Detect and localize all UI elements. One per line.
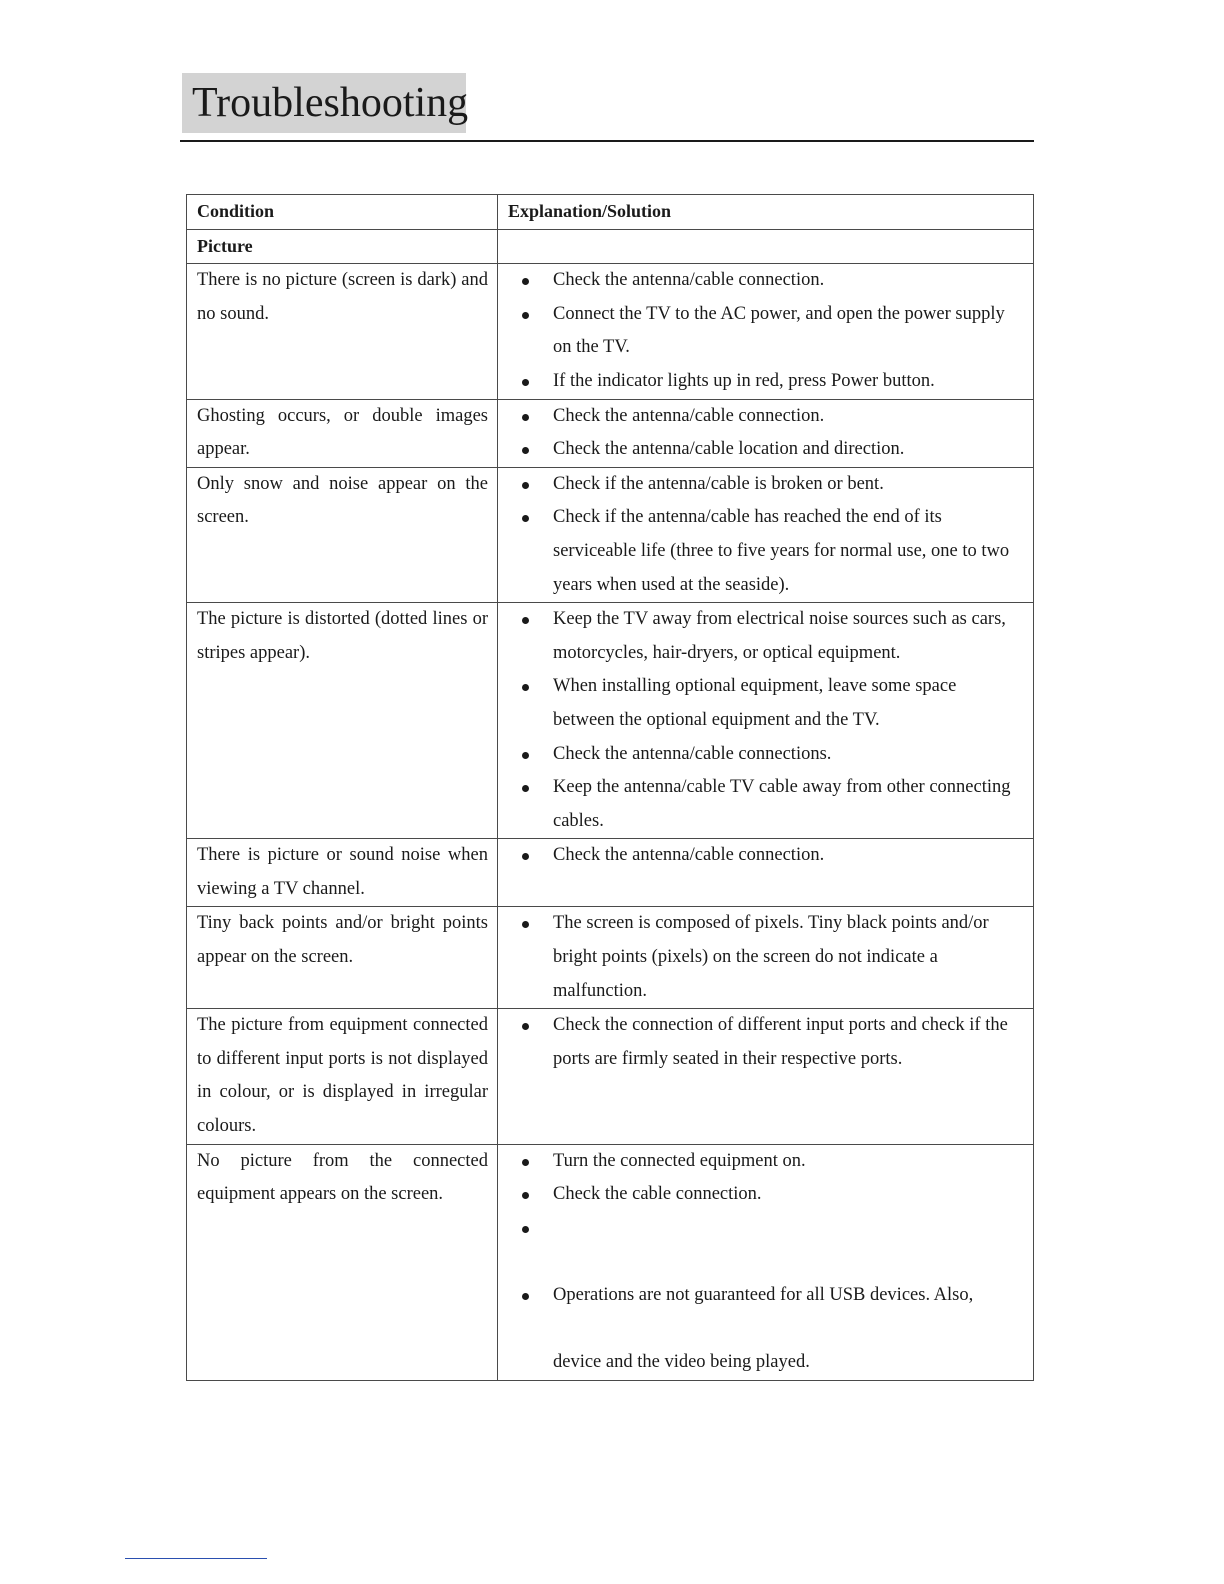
section-row: [187, 229, 1034, 264]
solution-item: Turn the connected equipment on.: [498, 1145, 1021, 1179]
solution-item-empty: [498, 1212, 1021, 1279]
solution-list: [498, 1009, 1033, 1076]
solution-item: When installing optional equipment, leave some space between the optional equipment and the TV.: [498, 670, 1021, 737]
table-row: [187, 467, 1034, 602]
table-row: [187, 264, 1034, 399]
header-solution: Explanation/Solution: [498, 195, 1034, 230]
solution-cell: [498, 907, 1034, 1009]
table-row: [187, 839, 1034, 907]
solution-list: [498, 468, 1033, 602]
solution-cell: [498, 1144, 1034, 1380]
solution-item: The screen is composed of pixels. Tiny black points and/or bright points (pixels) on the screen do not indicate a malfunction.: [498, 907, 1021, 1008]
title-divider: [180, 140, 1034, 142]
solution-cell: [498, 264, 1034, 399]
condition-cell: The picture is distorted (dotted lines or stripes appear).: [187, 603, 498, 839]
table-row: [187, 603, 1034, 839]
section-label: Picture: [187, 229, 498, 264]
solution-item: Check the connection of different input ports and check if the ports are firmly seated in their respective ports.: [498, 1009, 1021, 1076]
solution-list: [498, 264, 1033, 398]
solution-item: Operations are not guaranteed for all USB devices. Also,: [498, 1279, 1021, 1346]
footer-link-rule: [125, 1558, 267, 1559]
condition-cell: Ghosting occurs, or double images appear.: [187, 399, 498, 467]
condition-cell: Tiny back points and/or bright points appear on the screen.: [187, 907, 498, 1009]
solution-item: Connect the TV to the AC power, and open the power supply on the TV.: [498, 298, 1021, 365]
solution-item: Check the antenna/cable connections.: [498, 738, 1021, 772]
solution-cell: [498, 603, 1034, 839]
solution-list: [498, 400, 1033, 467]
solution-item: Check the cable connection.: [498, 1178, 1021, 1212]
condition-cell: There is no picture (screen is dark) and no sound.: [187, 264, 498, 399]
solution-list: [498, 1145, 1033, 1380]
solution-item: Check the antenna/cable connection.: [498, 400, 1021, 434]
condition-cell: The picture from equipment connected to different input ports is not displayed in colour, or is displayed in irregular colours.: [187, 1009, 498, 1144]
section-title-box: [182, 73, 469, 133]
table-row: [187, 399, 1034, 467]
solution-cell: [498, 1009, 1034, 1144]
condition-cell: No picture from the connected equipment appears on the screen.: [187, 1144, 498, 1380]
solution-list: [498, 603, 1033, 838]
condition-cell: There is picture or sound noise when viewing a TV channel.: [187, 839, 498, 907]
solution-cell: [498, 839, 1034, 907]
solution-item: Keep the TV away from electrical noise sources such as cars, motorcycles, hair-dryers, or optical equipment.: [498, 603, 1021, 670]
table-row: [187, 1009, 1034, 1144]
solution-item: Check the antenna/cable connection.: [498, 839, 1021, 873]
table-row: [187, 907, 1034, 1009]
solution-item: Keep the antenna/cable TV cable away from other connecting cables.: [498, 771, 1021, 838]
table-header-row: [187, 195, 1034, 230]
section-empty-cell: [498, 229, 1034, 264]
troubleshooting-table: [186, 194, 1034, 1381]
solution-list: [498, 839, 1033, 873]
solution-item-continuation: device and the video being played.: [553, 1352, 810, 1372]
condition-cell: Only snow and noise appear on the screen.: [187, 467, 498, 602]
solution-item: Check the antenna/cable connection.: [498, 264, 1021, 298]
solution-item: Check if the antenna/cable is broken or bent.: [498, 468, 1021, 502]
header-condition: Condition: [187, 195, 498, 230]
table-row: [187, 1144, 1034, 1380]
solution-item: Check if the antenna/cable has reached the end of its serviceable life (three to five years for normal use, one to two years when used at the seaside).: [498, 501, 1021, 602]
solution-item: If the indicator lights up in red, press Power button.: [498, 365, 1021, 399]
solution-list: [498, 907, 1033, 1008]
solution-item: Check the antenna/cable location and direction.: [498, 433, 1021, 467]
solution-cell: [498, 399, 1034, 467]
page-title: Troubleshooting: [192, 80, 469, 126]
solution-cell: [498, 467, 1034, 602]
